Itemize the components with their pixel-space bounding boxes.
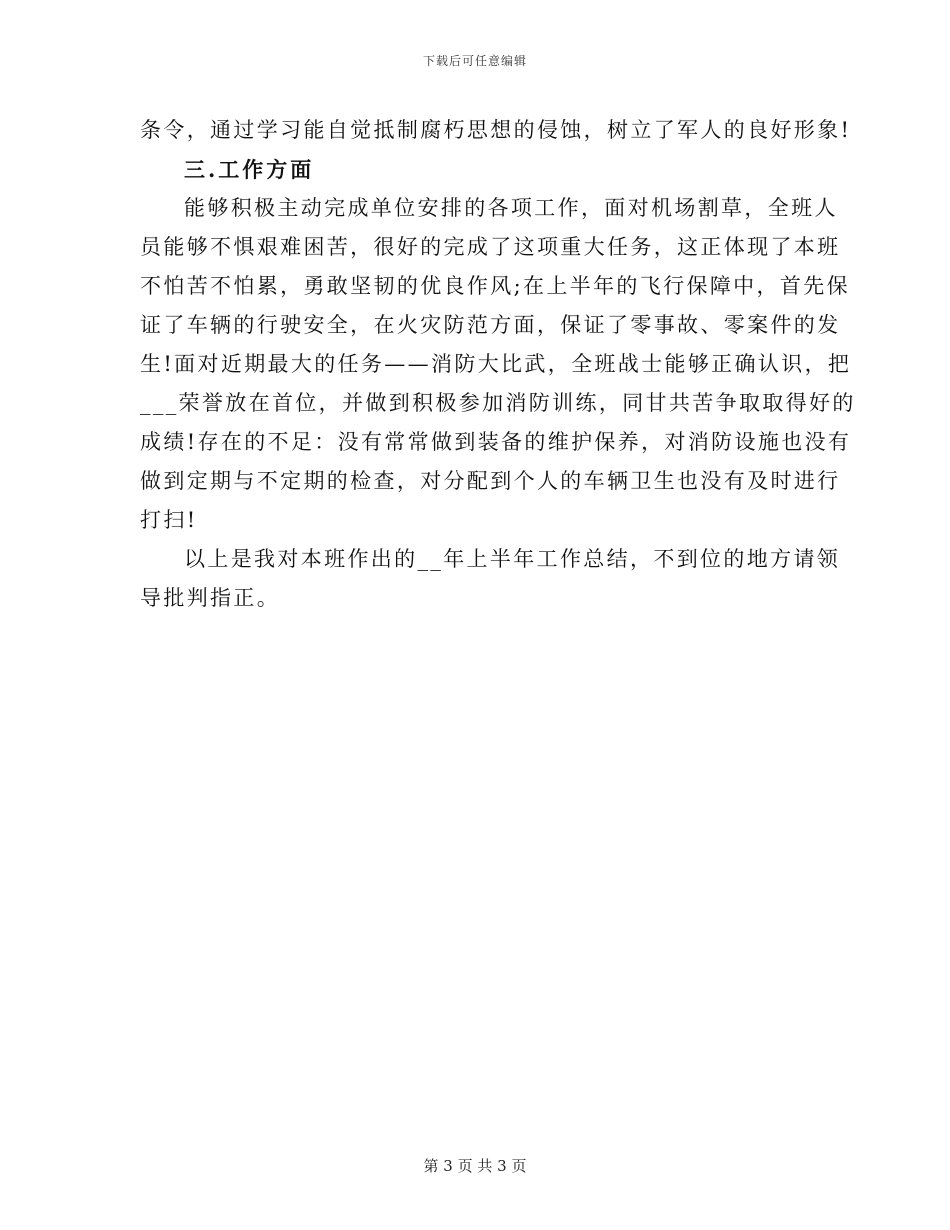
text-line: 条令，通过学习能自觉抵制腐朽思想的侵蚀，树立了军人的良好形象! — [140, 118, 852, 142]
text-line: 打扫! — [140, 508, 198, 532]
text-line: 不怕苦不怕累，勇敢坚韧的优良作风;在上半年的飞行保障中，首先保 — [140, 274, 850, 298]
text-line: 员能够不惧艰难困苦，很好的完成了这项重大任务，这正体现了本班 — [140, 235, 841, 259]
text-line: 生!面对近期最大的任务——消防大比武，全班战士能够正确认识，把 — [140, 352, 852, 376]
page-header-note: 下载后可任意编辑 — [422, 54, 527, 68]
text-line: ___荣誉放在首位，并做到积极参加消防训练，同甘共苦争取取得好的 — [140, 391, 856, 415]
document-body — [140, 111, 856, 618]
text-line: 导批判指正。 — [140, 586, 281, 610]
text-line: 以上是我对本班作出的__年上半年工作总结，不到位的地方请领 — [184, 547, 841, 571]
page-number: 第 3 页 共 3 页 — [423, 1157, 527, 1175]
text-line: 能够积极主动完成单位安排的各项工作，面对机场割草，全班人 — [184, 196, 838, 220]
text-line: 证了车辆的行驶安全，在火灾防范方面，保证了零事故、零案件的发 — [140, 313, 841, 337]
section-heading: 三.工作方面 — [184, 157, 315, 182]
text-line: 做到定期与不定期的检查，对分配到个人的车辆卫生也没有及时进行 — [140, 469, 841, 493]
text-line: 成绩!存在的不足：没有常常做到装备的维护保养，对消防设施也没有 — [140, 430, 852, 454]
